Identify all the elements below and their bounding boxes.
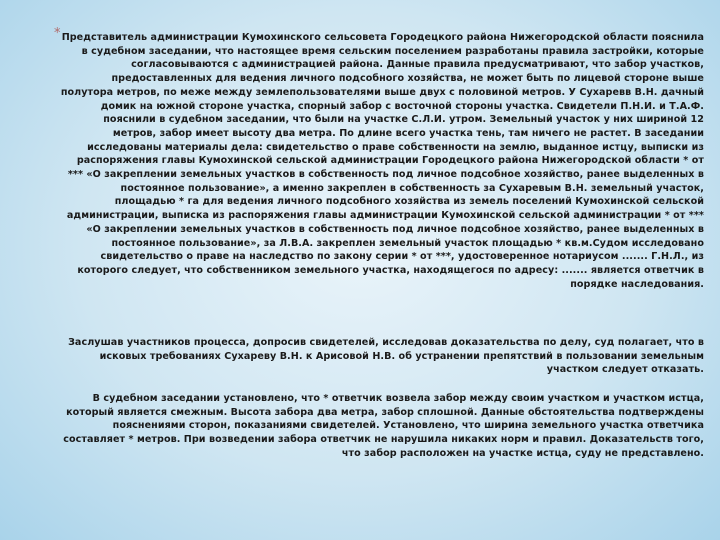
paragraph-established-facts: В судебном заседании установлено, что * ответчик возвела забор между своим участком и участком истца, который является смежным. Высота забора два метра, забор сплошной. Данные обстоятельства подтверждены пояснениями сторон, показаниями свидетелей. Установлено, что ширина земельного участка ответчика составляет * метров. При возведении забора ответчик не нарушила никаких норм и правил. Доказательств того, что забор расположен на участке истца, суду не представлено. [63,393,704,459]
paragraph-testimony-and-evidence: Представитель администрации Кумохинского сельсовета Городецкого района Нижегородской области пояснила в судебном заседании, что настоящее время сельским поселением разработаны правила застройки, которые согласовываются с администрацией района. Данные правила предусматривают, что забор участков, предоставленных для ведения личного подсобного хозяйства, не может быть по лицевой стороне выше полутора метров, по меже между землепользователями выше двух с половиной метров. У Сухаревв В.Н. дачный домик на южной стороне участка, спорный забор с восточной стороны участка. Свидетели П.Н.И. и Т.А.Ф. пояснили в судебном заседании, что были на участке С.Л.И. утром. Земельный участок у них шириной 12 метров, забор имеет высоту два метра. По длине всего участка тень, там ничего не растет. В заседании исследованы материалы дела: свидетельство о праве собственности на землю, выданное истцу, выписки из распоряжения главы Кумохинской сельской администрации Городецкого района Нижегородской области * от *** «О закреплении земельных участков в собственность под личное подсобное хозяйство, ранее выделенных в постоянное пользование», а именно закреплен в собственность за Сухаревым В.Н. земельный участок, площадью * га для ведения личного подсобного хозяйства из земель поселений Кумохинской сельской администрации, выписка из распоряжения главы администрации Кумохинской сельской администрации * от *** «О закреплении земельных участков в собственность под личное подсобное хозяйство, ранее выделенных в постоянное пользование», за Л.В.А. закреплен земельный участок площадью * кв.м.Судом исследовано свидетельство о праве на наследство по закону серии * от ***, удостоверенное нотариусом ....... Г.Н.Л., из которого следует, что собственником земельного участка, находящегося по адресу: ....... является ответчик в порядке наследования. [60,32,704,290]
paragraph-court-conclusion: Заслушав участников процесса, допросив свидетелей, исследовав доказательства по делу, суд полагает, что в исковых требованиях Сухареву В.Н. к Арисовой Н.В. об устранении препятствий в пользовании земельным участком следует отказать. [68,337,704,376]
bullet-marker: * [54,26,61,41]
